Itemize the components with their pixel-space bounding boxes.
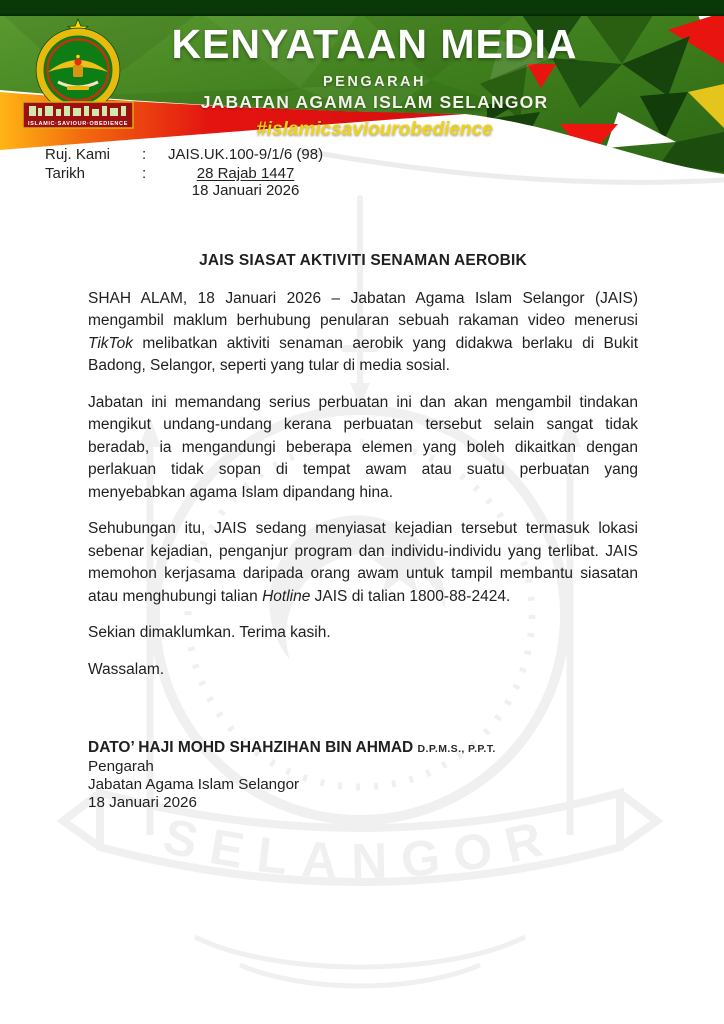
header-subtitle-pengarah: PENGARAH	[323, 74, 426, 90]
reference-block	[45, 146, 323, 200]
paragraph: Sekian dimaklumkan. Terima kasih.	[88, 624, 331, 641]
date-label: Tarikh	[45, 164, 86, 182]
date-gregorian: 18 Januari 2026	[191, 182, 300, 199]
logo-caption: ISLAMIC·SAVIOUR·OBEDIENCE	[27, 121, 129, 127]
ref-label: Ruj. Kami	[45, 146, 111, 163]
header-subtitle-department: JABATAN AGAMA ISLAM SELANGOR	[200, 92, 549, 112]
document-title: JAIS SIASAT AKTIVITI SENAMAN AEROBIK	[199, 252, 527, 269]
jais-logo	[20, 18, 136, 138]
date-colon: :	[142, 164, 147, 182]
signatory-honorifics: D.P.M.S., P.P.T.	[417, 743, 496, 755]
date-values	[168, 165, 323, 200]
letter-body	[88, 250, 638, 812]
signatory-position: Pengarah	[88, 758, 154, 775]
paragraph: Sehubungan itu, JAIS sedang menyiasat kejadian tersebut termasuk lokasi sebenar kejadian, penganjur program dan individu-individu yang terlibat. JAIS memohon kerjasama daripada orang awam untuk tampil membantu siasatan atau menghubungi talian Hotline JAIS di talian 1800-88-2424.	[88, 520, 638, 605]
ref-colon: :	[142, 146, 147, 163]
signature-date: 18 Januari 2026	[88, 794, 197, 811]
press-release-title: KENYATAAN MEDIA	[171, 21, 578, 67]
body-paragraphs	[88, 288, 638, 682]
svg-text:SELANGOR	[158, 808, 562, 890]
signatory-name: DATO’ HAJI MOHD SHAHZIHAN BIN AHMAD	[88, 739, 414, 756]
header-titles	[105, 21, 644, 141]
paragraph: Wassalam.	[88, 660, 165, 678]
paragraph: Jabatan ini memandang serius perbuatan ini dan akan mengambil tindakan mengikut undang-undang kerana perbuatan tersebut selain sangat tidak beradab, ia mengandungi beberapa elemen yang boleh dikaitkan dengan perlakuan tidak sopan di tempat awam atau suatu perbuatan yang menyebabkan agama Islam dipandang hina.	[88, 393, 638, 501]
ref-number: JAIS.UK.100-9/1/6 (98)	[168, 146, 324, 163]
watermark-ribbon-text: SELANGOR	[158, 807, 562, 890]
paragraph: SHAH ALAM, 18 Januari 2026 – Jabatan Agama Islam Selangor (JAIS) mengambil maklum berhubung penularan sebuah rakaman video menerusi TikTok melibatkan aktiviti senaman aerobik yang didakwa berlaku di Bukit Badong, Selangor, seperti yang tular di media sosial.	[88, 289, 638, 374]
date-hijri: 28 Rajab 1447	[196, 164, 295, 182]
signatory-department: Jabatan Agama Islam Selangor	[88, 776, 300, 793]
header-hashtag: #islamicsaviourobedience	[256, 119, 493, 140]
signature-block	[88, 739, 638, 812]
